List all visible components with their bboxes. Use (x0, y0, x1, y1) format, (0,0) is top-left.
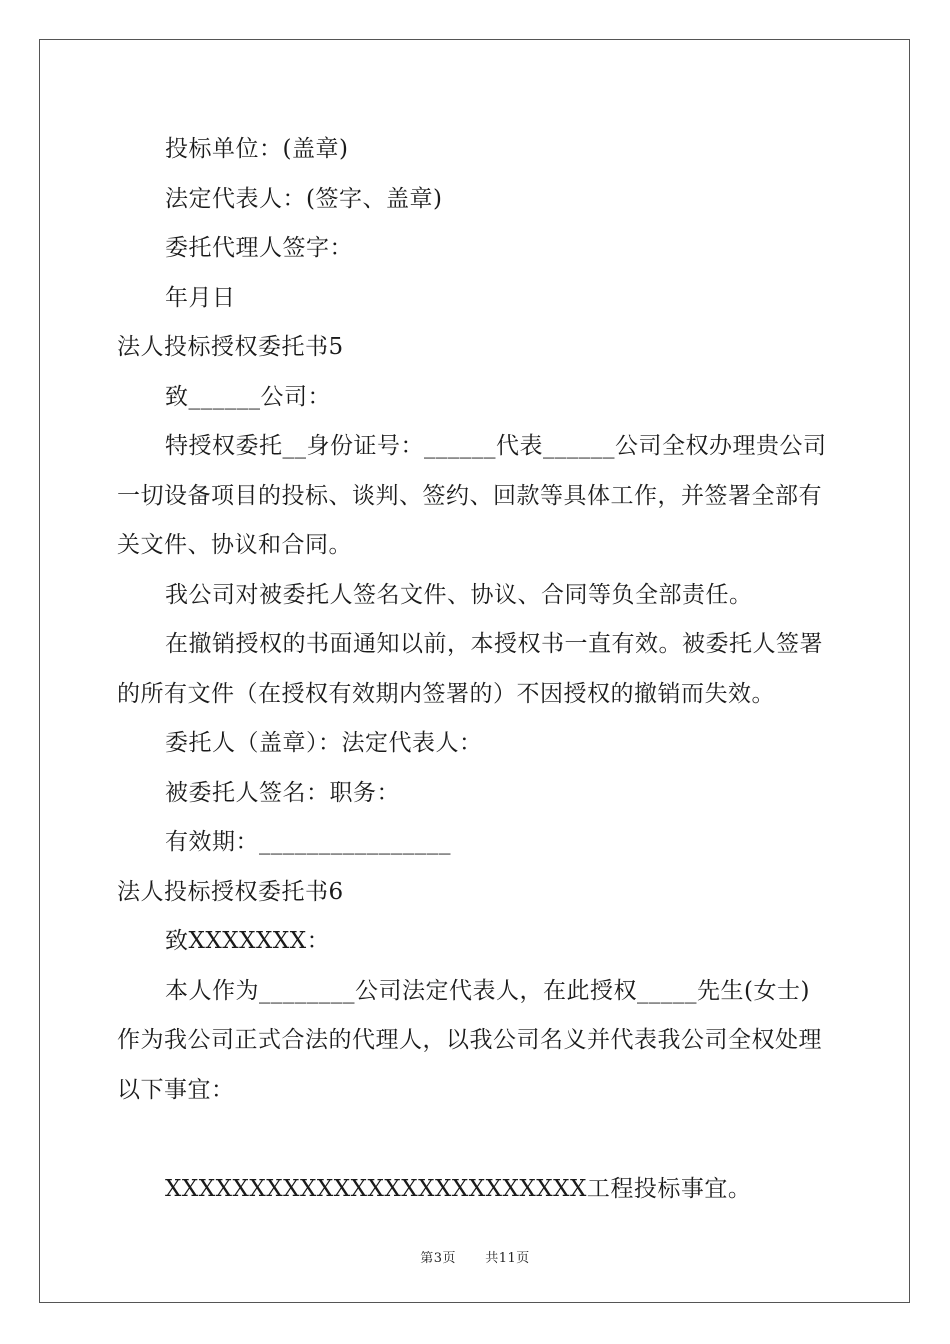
paragraph-line: 作为我公司正式合法的代理人，以我公司名义并代表我公司全权处理 (117, 1027, 822, 1053)
bidder-unit-line: 投标单位：(盖章) (165, 136, 349, 162)
paragraph-line: XXXXXXXXXXXXXXXXXXXXXXXXX工程投标事宜。 (165, 1175, 752, 1202)
section-heading-6: 法人投标授权委托书6 (117, 878, 344, 905)
paragraph-line: 关文件、协议和合同。 (117, 532, 352, 558)
paragraph-line: 特授权委托__身份证号：______代表______公司全权办理贵公司 (165, 433, 827, 459)
principal-line: 委托人（盖章）：法定代表人： (165, 730, 483, 756)
document-body (117, 125, 837, 1214)
paragraph-line: 的所有文件（在授权有效期内签署的）不因授权的撤销而失效。 (117, 680, 775, 707)
page-total: 共11页 (485, 1251, 530, 1266)
paragraph-line: 一切设备项目的投标、谈判、签约、回款等具体工作，并签署全部有 (117, 482, 822, 509)
paragraph-line: 在撤销授权的书面通知以前，本授权书一直有效。被委托人签署 (165, 631, 823, 657)
date-line: 年月日 (165, 284, 236, 311)
addressee-line: 致______公司： (165, 383, 331, 410)
page-footer (0, 1247, 950, 1266)
agent-title-line: 被委托人签名：职务： (165, 779, 400, 806)
addressee-line: 致XXXXXXX： (165, 928, 331, 954)
validity-line: 有效期：________________ (165, 829, 451, 855)
agent-signature-line: 委托代理人签字： (165, 235, 353, 261)
paragraph-line: 以下事宜： (117, 1076, 235, 1103)
section-heading-5: 法人投标授权委托书5 (117, 334, 344, 360)
paragraph-line: 我公司对被委托人签名文件、协议、合同等负全部责任。 (165, 581, 753, 608)
paragraph-line: 本人作为________公司法定代表人，在此授权_____先生(女士) (165, 977, 810, 1004)
page-number: 第3页 (420, 1251, 456, 1266)
legal-representative-line: 法定代表人：(签字、盖章) (165, 185, 443, 212)
blank-line (117, 1115, 837, 1165)
